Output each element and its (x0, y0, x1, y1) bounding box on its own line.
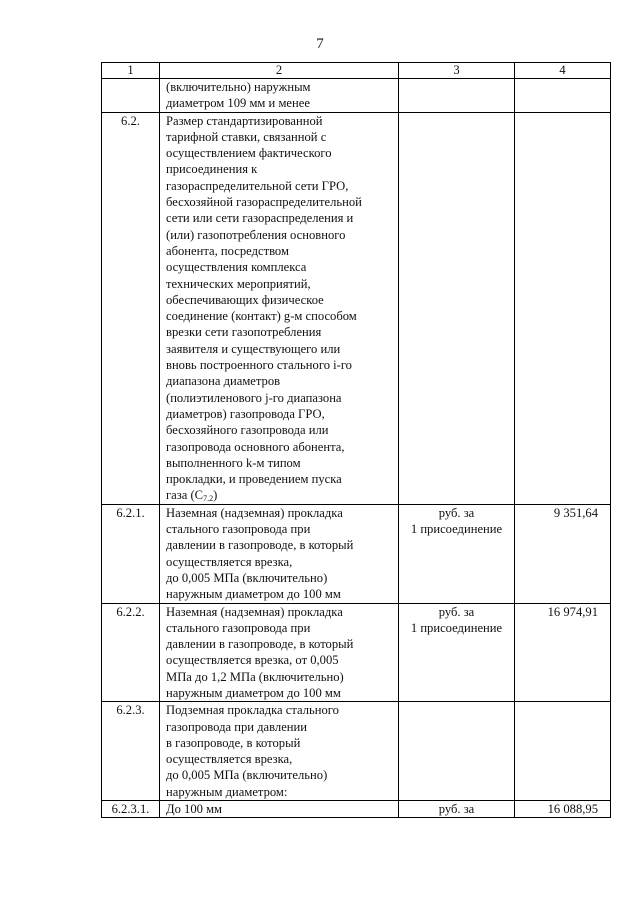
row-value: 16 974,91 (515, 603, 611, 702)
row-number: 6.2.2. (102, 603, 160, 702)
row-value (515, 79, 611, 113)
table-row (102, 603, 611, 702)
column-header-2: 2 (160, 63, 399, 79)
row-unit: руб. за 1 присоединение (399, 603, 515, 702)
table-header-row (102, 63, 611, 79)
table-row (102, 801, 611, 818)
row-description: До 100 мм (160, 801, 399, 818)
row-unit (399, 112, 515, 504)
column-header-4: 4 (515, 63, 611, 79)
row-description: Подземная прокладка стального газопровода при давлении в газопроводе, в который осуществляется врезка, до 0,005 МПа (включительно) наружным диаметром: (160, 702, 399, 801)
row-number: 6.2.3.1. (102, 801, 160, 818)
row-description: Наземная (надземная) прокладка стального газопровода при давлении в газопроводе, в который осуществляется врезка, до 0,005 МПа (включительно) наружным диаметром до 100 мм (160, 504, 399, 603)
table-row (102, 702, 611, 801)
closing-paren: ) (213, 488, 218, 503)
column-header-3: 3 (399, 63, 515, 79)
row-unit: руб. за 1 присоединение (399, 504, 515, 603)
table-row (102, 79, 611, 113)
column-header-1: 1 (102, 63, 160, 79)
tariff-table (101, 62, 611, 818)
row-description: Наземная (надземная) прокладка стального газопровода при давлении в газопроводе, в который осуществляется врезка, от 0,005 МПа до 1,2 МПа (включительно) наружным диаметром до 100 мм (160, 603, 399, 702)
row-value (515, 112, 611, 504)
row-description-text: Размер стандартизированной тарифной ставки, связанной с осуществлением фактического присоединения к газораспределительной сети ГРО, бесхозяйной газораспределительной сети или сети газораспределения и (или) газопотребления основного абонента, посредством осуществления комплекса технических мероприятий, обеспечивающих физическое соединение (контакт) g-м способом врезки сети газопотребления заявителя и существующего или вновь построенного стального i-го диапазона диаметров (полиэтиленового j-го диапазона диаметров) газопровода ГРО, бесхозяйного газопровода или газопровода основного абонента, выполненного k-м типом прокладки, и проведением пуска газа (C (166, 113, 362, 503)
table-row (102, 112, 611, 504)
subscript: 7.2 (203, 494, 214, 504)
row-description (160, 112, 399, 504)
row-number: 6.2. (102, 112, 160, 504)
row-description: (включительно) наружным диаметром 109 мм и менее (160, 79, 399, 113)
row-number: 6.2.3. (102, 702, 160, 801)
row-value: 16 088,95 (515, 801, 611, 818)
row-value: 9 351,64 (515, 504, 611, 603)
row-number (102, 79, 160, 113)
table-row (102, 504, 611, 603)
row-number: 6.2.1. (102, 504, 160, 603)
page-number: 7 (316, 36, 324, 52)
row-unit (399, 79, 515, 113)
row-unit (399, 702, 515, 801)
row-unit: руб. за (399, 801, 515, 818)
row-value (515, 702, 611, 801)
